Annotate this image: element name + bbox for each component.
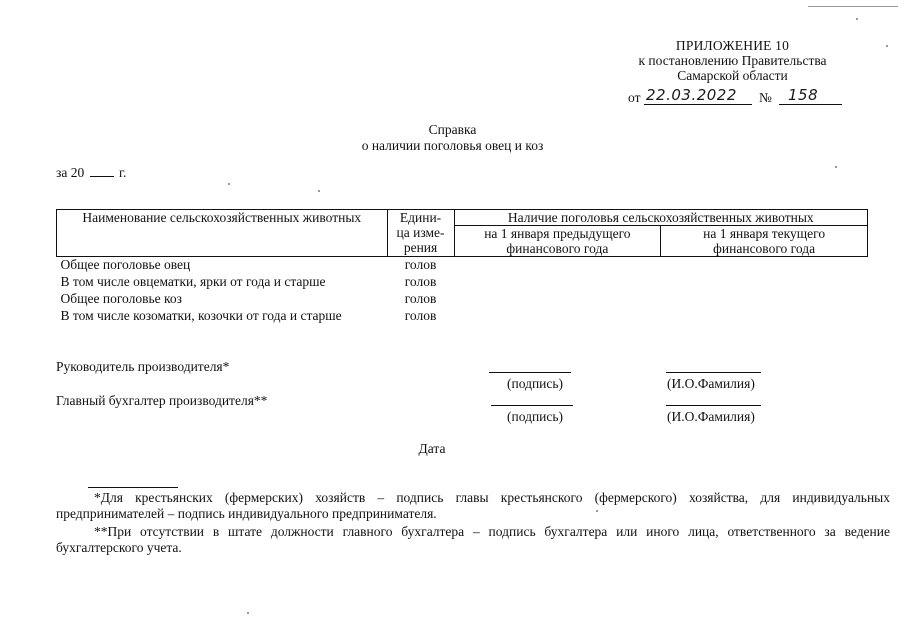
livestock-table <box>56 209 868 325</box>
date-label: Дата <box>418 441 446 456</box>
table-row <box>57 274 868 291</box>
footnote-2: **При отсутствии в штате должности главного бухгалтера – подпись бухгалтера или иного лица, ответственного за ведение бухгалтерского учета. <box>56 524 890 555</box>
appendix-header <box>600 38 865 83</box>
header-unit-line1: Едини- <box>399 210 442 225</box>
row-prev-value <box>454 274 661 291</box>
accountant-signature-label: Главный бухгалтер производителя** <box>56 393 268 408</box>
head-name-line <box>666 372 761 373</box>
handwritten-date: 22.03.2022 <box>646 86 737 104</box>
header-curr-year-line2: финансового года <box>713 241 816 256</box>
head-signature-line <box>489 372 571 373</box>
accountant-signature-caption: (подпись) <box>507 409 564 424</box>
table-row <box>57 291 868 308</box>
accountant-name-caption: (И.О.Фамилия) <box>667 409 755 424</box>
row-prev-value <box>454 291 661 308</box>
appendix-title: ПРИЛОЖЕНИЕ 10 <box>675 38 790 53</box>
date-underline <box>644 104 752 105</box>
number-underline <box>779 104 842 105</box>
table-row <box>57 257 868 275</box>
row-animal-name: В том числе овцематки, ярки от года и старше <box>60 274 326 289</box>
header-curr-year <box>661 226 868 257</box>
header-prev-year-line1: на 1 января предыдущего <box>484 226 631 241</box>
date-prefix: от <box>628 90 641 105</box>
row-unit: голов <box>404 291 437 306</box>
row-unit: голов <box>404 308 437 323</box>
scan-speck <box>835 166 837 168</box>
header-availability: Наличие поголовья сельскохозяйственных животных <box>454 210 867 226</box>
head-name-caption: (И.О.Фамилия) <box>667 376 755 391</box>
row-curr-value <box>661 308 868 325</box>
scan-speck <box>247 612 249 614</box>
period-year-blank <box>90 176 114 177</box>
period-line <box>56 165 126 181</box>
scan-speck <box>228 183 230 185</box>
row-curr-value <box>661 274 868 291</box>
period-suffix: г. <box>118 165 127 180</box>
header-animal-name: Наименование сельскохозяйственных животных <box>57 210 388 257</box>
row-unit: голов <box>404 257 437 272</box>
row-animal-name: Общее поголовье овец <box>60 257 191 272</box>
footnote-1: *Для крестьянских (фермерских) хозяйств – подпись главы крестьянского (фермерского) хозяйства, для индивидуальных предпринимателей – подпись индивидуального предпринимателя. <box>56 490 890 521</box>
row-animal-name: Общее поголовье коз <box>60 291 182 306</box>
row-prev-value <box>454 308 661 325</box>
scan-speck <box>596 510 598 512</box>
header-prev-year-line2: финансового года <box>506 241 609 256</box>
row-curr-value <box>661 291 868 308</box>
appendix-decree-line: к постановлению Правительства <box>638 53 827 68</box>
decree-date-number <box>628 88 848 106</box>
document-title: Справка <box>428 122 477 137</box>
row-prev-value <box>454 257 661 275</box>
handwritten-number: 158 <box>788 86 819 104</box>
head-signature-label: Руководитель производителя* <box>56 359 230 374</box>
scan-speck <box>318 190 320 192</box>
scan-speck <box>856 18 858 20</box>
number-prefix: № <box>759 90 772 105</box>
footnote-separator <box>88 487 178 488</box>
appendix-region-line: Самарской области <box>677 68 788 83</box>
document-title-block <box>0 122 905 154</box>
period-prefix: за 20 <box>56 165 85 180</box>
scan-edge-mark <box>808 6 898 7</box>
row-curr-value <box>661 257 868 275</box>
header-prev-year <box>454 226 661 257</box>
document-subtitle: о наличии поголовья овец и коз <box>361 138 544 153</box>
accountant-signature-line <box>491 405 573 406</box>
header-curr-year-line1: на 1 января текущего <box>703 226 826 241</box>
header-unit <box>387 210 454 257</box>
header-unit-line3: рения <box>403 240 438 255</box>
table-row <box>57 308 868 325</box>
scan-speck <box>886 45 888 47</box>
accountant-name-line <box>666 405 761 406</box>
row-unit: голов <box>404 274 437 289</box>
head-signature-caption: (подпись) <box>507 376 564 391</box>
header-unit-line2: ца изме- <box>396 225 445 240</box>
row-animal-name: В том числе козоматки, козочки от года и старше <box>60 308 342 323</box>
